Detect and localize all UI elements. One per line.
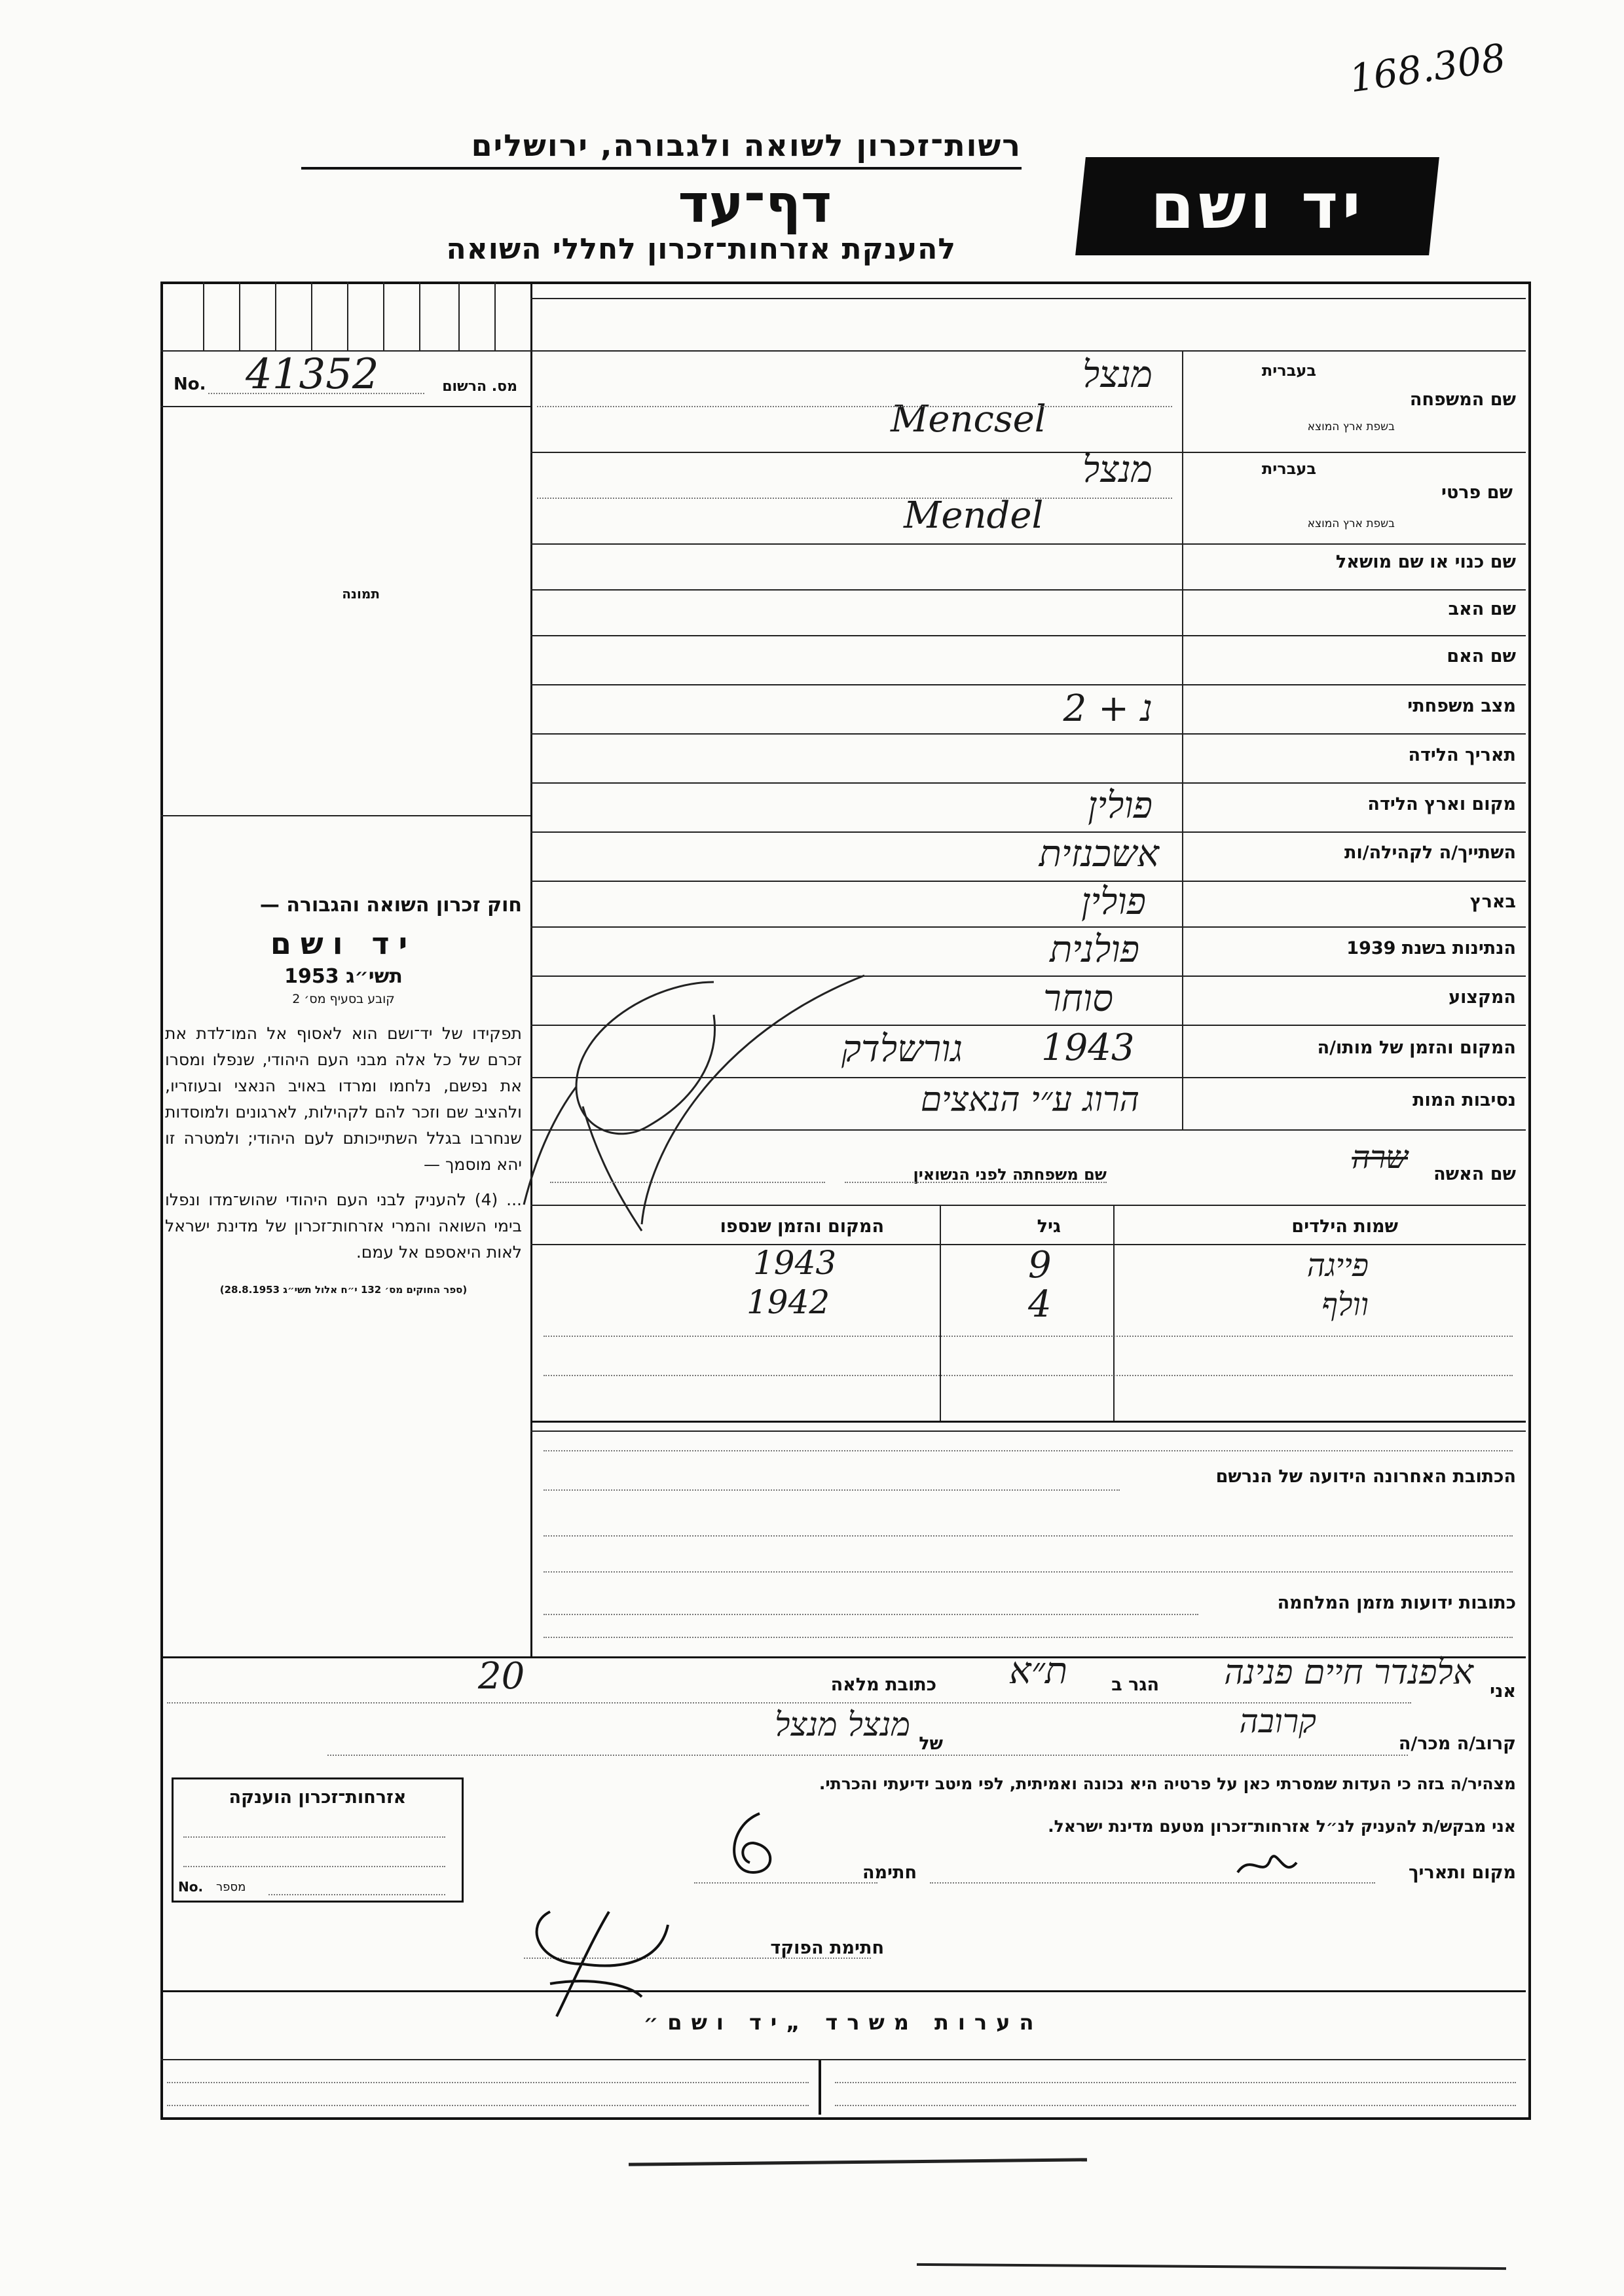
country-label: בארץ: [1469, 892, 1516, 912]
witness-line: [167, 1702, 1411, 1704]
row-line: [530, 926, 1526, 928]
law-year: תשי״ג 1953: [284, 965, 403, 988]
children-row-line: [544, 1375, 1513, 1376]
relative-of-label: של: [919, 1734, 943, 1754]
memorial-box-line: [268, 1894, 445, 1895]
institution-underline: [301, 167, 1022, 170]
family-name-local-label: בשפת ארץ המוצא: [1307, 420, 1395, 433]
birth-place-label: מקום וארץ הלידה: [1367, 794, 1516, 814]
birth-date-label: תאריך הלידה: [1408, 745, 1516, 765]
office-notes-top: [160, 1990, 1526, 1992]
child-2-year: 1942: [747, 1283, 830, 1321]
row-line: [530, 589, 1526, 591]
registration-no-en: No.: [174, 374, 206, 394]
address-line: [544, 1450, 1513, 1451]
memorial-no-label: מספר: [216, 1880, 246, 1894]
place-date-label: מקום ותאריך: [1408, 1863, 1516, 1883]
id-grid-col: [203, 282, 204, 350]
profession-value: סוחר: [1043, 977, 1113, 1020]
declaration-text: מצהיר/ה בזה כי העדות שמסרתי כאן על פרטיה היא נכונה ואמיתית, לפי מיטב ידיעתי והכרתי.: [819, 1774, 1516, 1793]
field-underline: [537, 406, 1172, 407]
address-line: [544, 1637, 1513, 1638]
row-line: [530, 350, 1526, 352]
field-underline: [845, 1182, 1107, 1183]
office-notes-line: [167, 2082, 809, 2083]
nickname-label: שם כנוי או שם מושאל: [1335, 552, 1516, 572]
child-1-age: 9: [1028, 1244, 1052, 1286]
witness-resides-label: הגר ב: [1111, 1675, 1159, 1695]
id-grid-col: [383, 282, 384, 350]
office-notes-line: [835, 2082, 1516, 2083]
official-signature-label: חתימת הפוקד: [770, 1938, 884, 1958]
logo-text: יד ושם: [1150, 170, 1365, 243]
office-notes-line: [835, 2105, 1516, 2106]
id-grid-col: [494, 282, 496, 350]
address-top-line: [530, 1430, 1526, 1432]
row-line: [530, 831, 1526, 833]
family-name-hebrew-label: בעברית: [1261, 361, 1316, 380]
child-1-year: 1943: [753, 1244, 837, 1282]
death-year: 1943: [1041, 1027, 1135, 1069]
form-title: דף־עד: [678, 173, 832, 234]
death-place-label: המקום והזמן של מותו/ה: [1317, 1038, 1516, 1058]
field-underline: [550, 1182, 825, 1183]
office-notes-title: הערות משרד „יד ושם״: [643, 2010, 1043, 2035]
citizenship-label: הנתינות בשנת 1939: [1346, 938, 1516, 958]
first-name-label: שם פרטי: [1441, 483, 1513, 503]
registration-number: 41352: [246, 350, 379, 399]
profession-label: המקצוע: [1449, 987, 1516, 1008]
law-name: יד ושם: [270, 926, 417, 961]
request-text: אני מבקש/ת להעניק לנ״ל אזרחות־זכרון מטעם מדינת ישראל.: [1048, 1817, 1516, 1836]
child-2-name: וולף: [1321, 1286, 1369, 1323]
photo-bottom: [160, 815, 530, 816]
birth-place-value: פולין: [1088, 784, 1153, 827]
law-text-2: ... (4) להעניק לבני העם היהודי שהוש־מדו ונפלו בימי השואה והמרי אזרחות־זכרון של מדינת ישראל לאות היאספם אל עמם.: [165, 1190, 523, 1262]
memorial-box-line: [183, 1836, 445, 1838]
mother-name-label: שם האם: [1447, 646, 1516, 666]
community-value: אשכנזית: [1039, 833, 1159, 875]
memorial-box-title: אזרחות־זכרון הוענקה: [229, 1787, 407, 1808]
office-notes-line: [167, 2105, 809, 2106]
registration-label: מס. הרשום: [442, 378, 517, 395]
family-name-hebrew: מנצל: [1082, 354, 1153, 396]
law-clause: קובע בסעיף מס׳ 2: [292, 992, 395, 1006]
family-name-label: שם המשפחה: [1409, 390, 1516, 410]
relative-of-name: מנצל מנצל: [775, 1705, 910, 1743]
field-underline: [537, 498, 1172, 499]
memorial-box-line: [183, 1866, 445, 1867]
marital-status-value: נ + 2: [1063, 687, 1153, 730]
witness-name: אלפנדר חיים פנינה: [1224, 1653, 1473, 1692]
id-grid-col: [347, 282, 348, 350]
date-initials: [1231, 1840, 1310, 1892]
country-value: פולין: [1081, 881, 1146, 923]
scan-artifact-line: [629, 2158, 1087, 2166]
first-name-local-label: בשפת ארץ המוצא: [1307, 517, 1395, 530]
last-address-label: הכתובת האחרונה הידועה של הנרשם: [1215, 1467, 1516, 1487]
memorial-citizenship-box: [172, 1777, 464, 1903]
registration-bottom: [160, 406, 530, 407]
id-grid-col: [275, 282, 276, 350]
official-signature: [511, 1886, 681, 2030]
children-table-bottom: [530, 1421, 1526, 1423]
relative-value: קרובה: [1239, 1702, 1316, 1740]
wartime-address-label: כתובות ידועות מזמן המלחמה: [1277, 1593, 1516, 1613]
witness-street-no: 20: [478, 1655, 525, 1698]
institution-header: רשות־זכרון לשואה ולגבורה, ירושלים: [471, 128, 1022, 163]
first-name-hebrew-label: בעברית: [1261, 460, 1316, 478]
wife-label: שם האשה: [1433, 1164, 1516, 1184]
law-title: חוק זכרון השואה והגבורה —: [259, 894, 522, 917]
id-grid-col: [311, 282, 312, 350]
marital-status-label: מצב משפחתי: [1407, 696, 1516, 716]
relative-label: קרוב/ה מכר/ה: [1398, 1734, 1516, 1754]
child-2-age: 4: [1028, 1283, 1052, 1326]
photo-label: תמונה: [342, 586, 380, 602]
address-line: [544, 1535, 1513, 1537]
community-label: השתייך/ה לקהילה/ות: [1344, 843, 1516, 863]
child-1-name: פייגה: [1306, 1247, 1369, 1284]
scan-artifact-line: [917, 2263, 1506, 2270]
father-name-label: שם האב: [1448, 599, 1516, 619]
yad-vashem-logo: [1075, 157, 1439, 255]
id-grid-col: [419, 282, 420, 350]
witness-i-label: אני: [1490, 1681, 1516, 1702]
death-circumstances-label: נסיבות המות: [1412, 1090, 1516, 1110]
office-notes-line: [160, 2059, 1526, 2060]
witness-line: [327, 1755, 1408, 1756]
row-line: [530, 684, 1526, 685]
children-col-divider: [1113, 1205, 1115, 1421]
row-line: [530, 543, 1526, 545]
label-column-divider: [1182, 350, 1183, 1129]
office-notes-divider: [819, 2059, 821, 2115]
wife-maiden-label: שם משפחתה לפני הנשואין: [913, 1165, 1107, 1184]
children-age-header: גיל: [1037, 1216, 1061, 1237]
row-line: [530, 452, 1526, 453]
children-place-header: המקום והזמן שנספו: [720, 1216, 884, 1237]
law-text-1: תפקידו של יד־ושם הוא לאסוף אל המו־לדת את זכרם של כל אלה מבני העם היהודי, שנפלו ומסרו את נפשם, נלחמו ומרדו באויב הנאצי ובעוזריו, ולהציב שם וזכר להם לקהילות, לארגונים ולמוסדות שנחרבו בגלל השתייכותם לעם היהודי; ולמטרה זו יהא מוסמך —: [165, 1024, 522, 1174]
id-grid-col: [239, 282, 240, 350]
witness-signature: [714, 1807, 792, 1886]
address-line: [544, 1489, 1120, 1491]
wife-name: שרה: [1352, 1139, 1408, 1176]
signature-label: חתימה: [862, 1863, 917, 1883]
family-name-local: Mencsel: [891, 398, 1046, 441]
citizenship-value: פולנית: [1050, 928, 1139, 971]
memorial-no-en: No.: [178, 1879, 204, 1895]
death-circumstances-value: הרוג ע״י הנאצים: [920, 1080, 1139, 1120]
death-place-value: גורשלדק: [841, 1028, 963, 1070]
row-line: [530, 733, 1526, 735]
form-subtitle: להענקת אזרחות־זכרון לחללי השואה: [446, 232, 956, 266]
right-top-line: [530, 298, 1526, 299]
witness-address-label: כתובת מלאה: [830, 1675, 936, 1695]
row-line: [530, 635, 1526, 636]
address-line: [544, 1571, 1513, 1573]
row-line: [530, 881, 1526, 882]
address-line: [544, 1614, 1198, 1615]
witness-city: ת״א: [1008, 1650, 1067, 1692]
first-name-local: Mendel: [904, 494, 1044, 537]
law-source: (ספר החוקים מס׳ 132 י״ח אלול תשי״ג 28.8.1953): [219, 1284, 468, 1296]
children-row-line: [544, 1336, 1513, 1337]
children-names-header: שמות הילדים: [1291, 1216, 1398, 1237]
id-grid-col: [458, 282, 460, 350]
law-box: [165, 894, 522, 1296]
archive-ref: 168.308: [1346, 35, 1509, 101]
row-line: [530, 782, 1526, 784]
first-name-hebrew: מנצל: [1082, 448, 1153, 491]
children-col-divider: [940, 1205, 941, 1421]
